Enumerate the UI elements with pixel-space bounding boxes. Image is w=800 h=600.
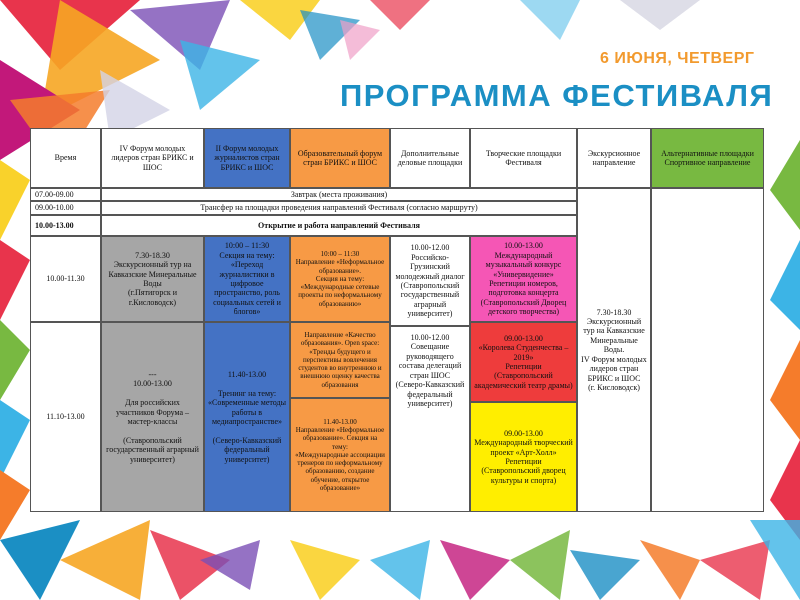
header-excursion: Экскурсионное направление: [577, 128, 651, 188]
creative-art-hall: 09.00-13.00 Международный творческий проект «Арт-Холл» Репетиции (Ставропольский дворец культуры и спорта): [470, 402, 577, 512]
time-10-13: 10.00-13.00: [30, 215, 101, 236]
journalists-training: 11.40-13.00 Тренинг на тему: «Современные методы работы в медиапространстве» (Северо-Кавказский федеральный университет): [204, 322, 290, 512]
header-journalists-forum: II Форум молодых журналистов стран БРИКС и ШОС: [204, 128, 290, 188]
breakfast-row: Завтрак (места проживания): [101, 188, 577, 201]
extra-sco-meeting: 10.00-12.00 Совещание руководящего состава делегаций стран ШОС (Северо-Кавказский федеральный университет): [390, 326, 470, 512]
edu-nonformal-section: 10:00 – 11:30 Направление «Неформальное образование». Секция на тему: «Международные сетевые проекты по неформальному образованию»: [290, 236, 390, 322]
header-education-forum: Образовательный форум стран БРИКС и ШОС: [290, 128, 390, 188]
alternative-empty-cell: [651, 188, 764, 512]
header-alternative-sport: Альтернативные площадки Спортивное направление: [651, 128, 764, 188]
extra-russia-georgia-dialog: 10.00-12.00 Российско-Грузинский молодежный диалог (Ставропольский государственный аграрный университет): [390, 236, 470, 326]
header-time: Время: [30, 128, 101, 188]
header-brics-forum: IV Форум молодых лидеров стран БРИКС и ШОС: [101, 128, 204, 188]
date-heading: 6 ИЮНЯ, ЧЕТВЕРГ: [600, 50, 755, 67]
excursion-tour: 7.30-18.30 Экскурсионный тур на Кавказские Минеральные Воды. IV Форум молодых лидеров стран БРИКС и ШОС (г. Кисловодск): [577, 188, 651, 512]
transfer-row: Трансфер на площадки проведения направлений Фестиваля (согласно маршруту): [101, 201, 577, 215]
brics-excursion-tour: 7.30-18.30 Экскурсионный тур на Кавказские Минеральные Воды (г.Пятигорск и г.Кисловодск): [101, 236, 204, 322]
journalists-section: 10:00 – 11:30 Секция на тему: «Переход журналистики в цифровое пространство, роль социальных сетей и блогов»: [204, 236, 290, 322]
brics-master-classes: --- 10.00-13.00 Для российских участников Форума – мастер-классы (Ставропольский государственный аграрный университет): [101, 322, 204, 512]
header-extra-venues: Дополнительные деловые площадки: [390, 128, 470, 188]
edu-quality-open-space: Направление «Качество образования». Open space: «Тренды будущего и перспективы вовлечения студентов во внутреннюю и внешнюю оценку качества образования: [290, 322, 390, 398]
creative-univervidenie: 10.00-13.00 Международный музыкальный конкурс «Универвидение» Репетиции номеров, подготовка концерта (Ставропольский Дворец детского творчества): [470, 236, 577, 322]
edu-trainers-section: 11.40-13.00 Направление «Неформальное образование». Секция на тему: «Международные ассоциации тренеров по неформальному образованию, создание обучение, открытое образование»: [290, 398, 390, 512]
time-09-10: 09.00-10.00: [30, 201, 101, 215]
time-1110-13: 11.10-13.00: [30, 322, 101, 512]
page-title: ПРОГРАММА ФЕСТИВАЛЯ: [340, 78, 774, 113]
time-10-1130: 10.00-11.30: [30, 236, 101, 322]
festival-schedule-table: [30, 128, 764, 512]
header-creative-venues: Творческие площадки Фестиваля: [470, 128, 577, 188]
opening-row: Открытие и работа направлений Фестиваля: [101, 215, 577, 236]
time-07-09: 07.00-09.00: [30, 188, 101, 201]
creative-student-queen: 09.00-13.00 «Королева Студенчества – 2019» Репетиции (Ставропольский академический театр драмы): [470, 322, 577, 402]
